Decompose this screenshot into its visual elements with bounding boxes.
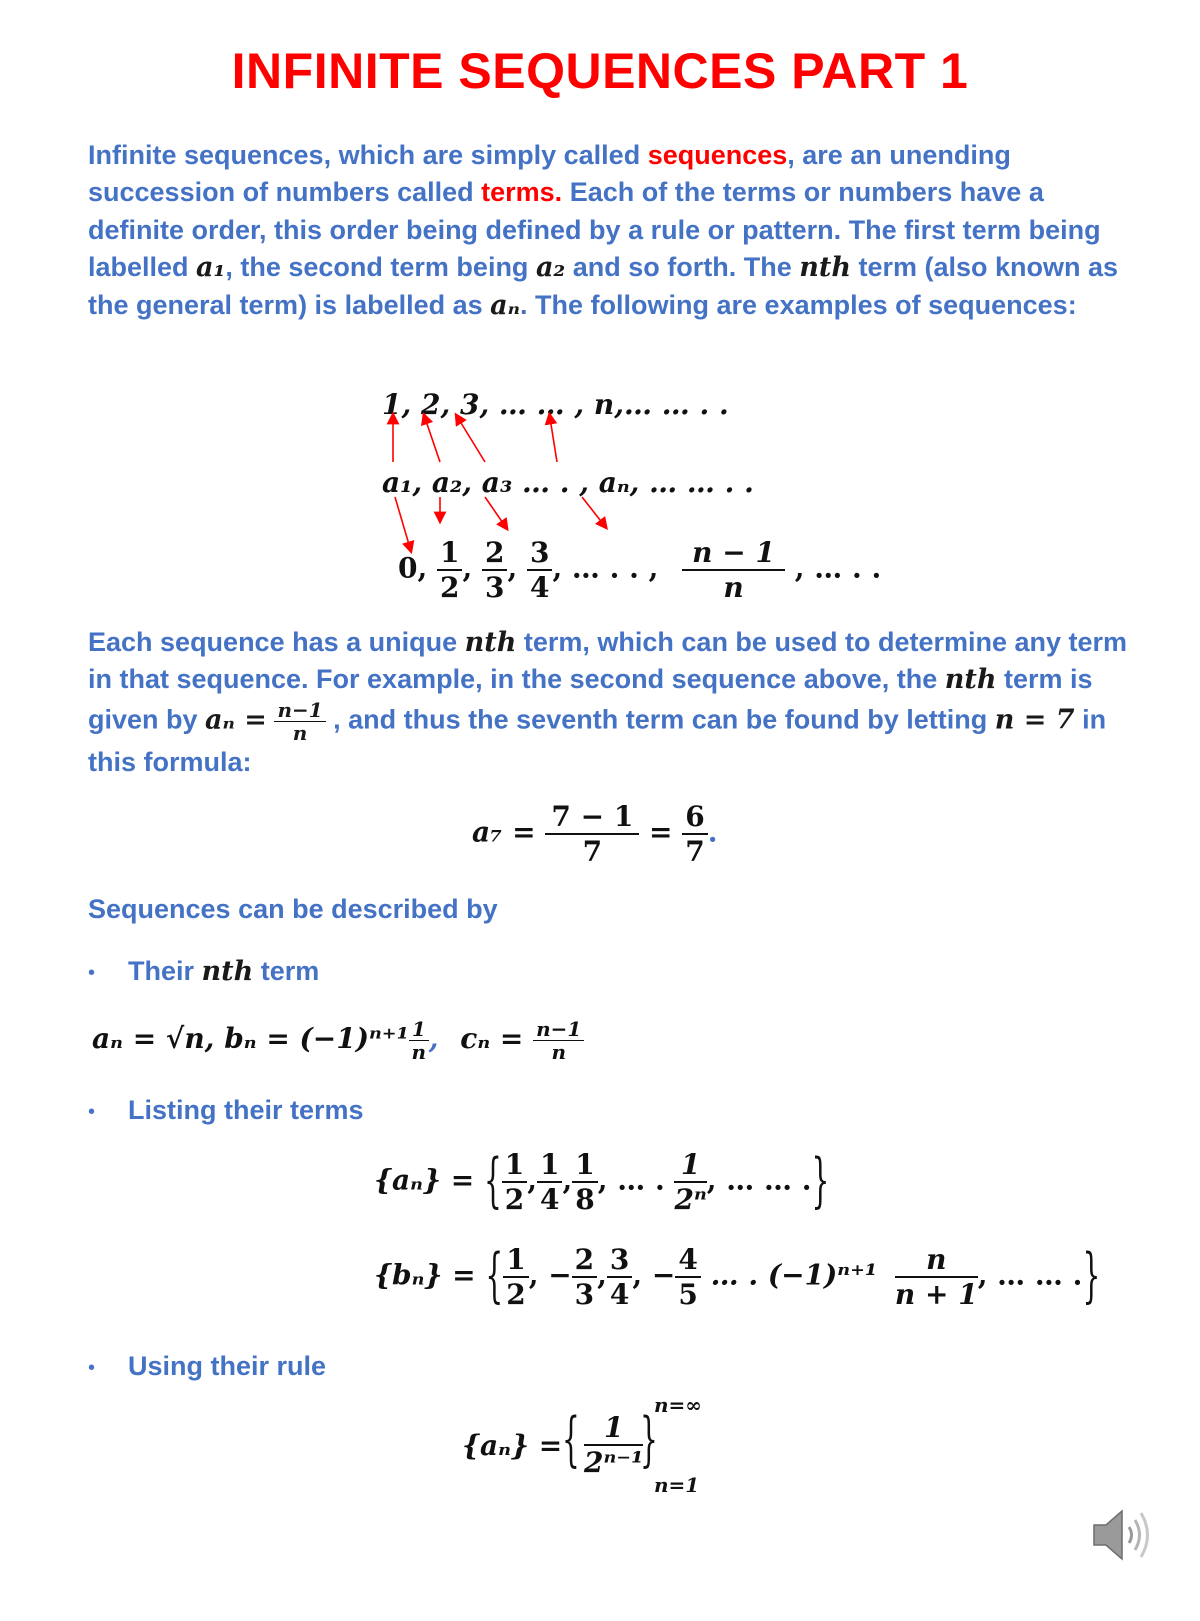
intro-text: Infinite sequences, which are simply called [88, 140, 648, 170]
nth-term-paragraph [88, 624, 1148, 781]
numerator: 7 − 1 [545, 800, 639, 835]
bullet-using-rule: Using their rule [128, 1351, 327, 1381]
denominator: n [723, 571, 744, 604]
speaker-icon[interactable] [1088, 1500, 1158, 1570]
numerator: 2 [572, 1243, 597, 1278]
symbol-nth: nth [464, 627, 517, 658]
symbol-n-7: n = 7 [994, 704, 1075, 736]
numerator: 1 [537, 1148, 562, 1183]
para-text: term is given by [88, 664, 1093, 735]
right-brace: } [811, 1145, 830, 1215]
ellipsis-sign-term: … . (−1)ⁿ⁺¹ [710, 1258, 878, 1292]
nth-fraction [274, 699, 325, 744]
ellipsis: , … … . [706, 1163, 812, 1197]
fraction-1-over-n [409, 1018, 429, 1063]
intro-text: Each of the terms or numbers have a definite order, this order being defined by a rule or pattern. The first term being labelled [88, 177, 1101, 283]
numerator: 3 [607, 1243, 632, 1278]
period: . [707, 815, 718, 849]
a7-lhs: a₇ = [472, 815, 536, 849]
fraction-1-over-2n [674, 1148, 706, 1216]
example-general-labels: a₁, a₂, a₃ … . , aₙ, … … . . [382, 466, 754, 499]
comma: , [428, 1022, 439, 1055]
listing-an: {aₙ} = { $\frac{1}{2}$ , $\frac{1}{4}$ , $\frac{1}{8}$ , … . $\frac{1}{\text{2ⁿ}}$ , … … .} [374, 1145, 830, 1216]
bullet-dot: • [88, 1101, 96, 1123]
denominator: 4 [609, 1278, 630, 1311]
bullet-label: term [253, 956, 320, 986]
fraction-n-over-n-plus-1 [895, 1243, 978, 1311]
denominator: 3 [484, 571, 505, 604]
fraction-n-minus-1-over-n [533, 1018, 584, 1063]
rule-lhs: {aₙ} = [462, 1429, 563, 1462]
numerator: 2 [482, 536, 507, 571]
seventh-term-equation [472, 800, 718, 868]
symbol-an: aₙ [490, 289, 521, 321]
right-brace: } [640, 1404, 658, 1475]
numerator: n−1 [533, 1018, 584, 1041]
left-brace: { [562, 1404, 580, 1475]
fraction-1-4 [537, 1148, 562, 1216]
denominator: 2 [439, 571, 460, 604]
arrow-down-1 [395, 497, 410, 548]
arrow-up-n [550, 418, 557, 462]
symbol-nth: nth [944, 664, 997, 696]
denominator: 5 [678, 1278, 698, 1311]
denominator: 2ⁿ [674, 1183, 707, 1216]
fraction-1-2 [502, 1148, 527, 1216]
lower-limit: n=1 [654, 1473, 700, 1497]
upper-limit: n=∞ [654, 1393, 702, 1417]
para-text: term, which can be used to determine any term in that sequence. For example, in the second sequence above, the [88, 627, 1128, 695]
symbol-nth: nth [799, 252, 851, 284]
bullet-nth-term [128, 956, 319, 987]
intro-text: and so forth. The [565, 252, 800, 283]
nth-term-formulas [92, 1018, 584, 1063]
symbol-an: aₙ = [205, 704, 267, 736]
para-text: Each sequence has a unique [88, 627, 465, 657]
page-title: INFINITE SEQUENCES PART 1 [231, 43, 969, 99]
left-brace: { [485, 1240, 504, 1310]
denominator: n [411, 1040, 427, 1064]
listing-bn: {bₙ} = { $\frac{1}{2}$ , − $\frac{2}{3}$ , $\frac{3}{4}$ , − $\frac{4}{5}$ … . (−1)ⁿ⁺¹ $\frac{n}{n + 1}$ , … … .} [374, 1240, 1101, 1311]
numerator: 1 [409, 1018, 429, 1041]
an-set-lhs: {aₙ} = [374, 1163, 475, 1197]
fraction-1-over-2-pow-n-minus-1 [584, 1411, 643, 1479]
numerator: 3 [527, 536, 552, 571]
symbol-a2: a₂ [535, 252, 566, 284]
arrow-down-3 [485, 497, 505, 526]
term-sequences: sequences [647, 140, 788, 170]
arrow-up-2 [425, 418, 440, 462]
numerator: 1 [572, 1148, 597, 1183]
ellipsis: , … . [597, 1163, 675, 1197]
numerator: 6 [682, 800, 707, 835]
numerator: 1 [674, 1148, 706, 1183]
bullet-dot: • [88, 1357, 96, 1379]
ellipsis: , … … . [977, 1258, 1083, 1292]
formula-bn: bₙ = (−1)ⁿ⁺¹ [224, 1022, 409, 1055]
arrow-down-n [582, 497, 604, 525]
denominator: 8 [575, 1183, 595, 1216]
left-brace: { [483, 1145, 502, 1215]
fraction-1-8 [572, 1148, 597, 1216]
formula-cn: cₙ = [460, 1022, 524, 1055]
minus-sign: − [651, 1258, 676, 1292]
bullet-dot: • [88, 962, 96, 984]
fraction-4-5 [675, 1243, 700, 1311]
numerator: n [895, 1243, 978, 1278]
intro-text: , are an unending succession of numbers called [88, 140, 1011, 208]
described-by-heading: Sequences can be described by [88, 894, 498, 924]
denominator: 4 [540, 1183, 560, 1216]
denominator: 2 [506, 1278, 526, 1311]
intro-text: , the second term being [225, 252, 536, 283]
numerator: n − 1 [682, 536, 785, 571]
formula-an: aₙ = √n, [92, 1022, 215, 1055]
denominator: 2 [504, 1183, 525, 1216]
example-fraction-sequence: 0, $\frac{1}{2}$ , $\frac{2}{3}$ , $\frac{3}{4}$ , … . . , $\frac{n - 1}{n}$ , … . . [398, 536, 882, 604]
fraction-7-minus-1-over-7 [545, 800, 639, 868]
symbol-nth: nth [201, 956, 254, 987]
equals-sign: = [649, 815, 673, 849]
fraction-1-2 [503, 1243, 528, 1311]
para-text: , and thus the seventh term can be found by letting [325, 704, 995, 735]
fraction-2-3 [572, 1243, 597, 1311]
row3-tail: , … . . [794, 551, 882, 585]
denominator: n + 1 [894, 1278, 978, 1311]
denominator: 7 [685, 835, 705, 868]
numerator: 1 [584, 1411, 643, 1446]
arrow-up-3 [458, 418, 485, 462]
numerator: 4 [675, 1243, 700, 1278]
minus-sign: − [548, 1258, 572, 1292]
fraction-6-over-7 [682, 800, 707, 868]
denominator: 4 [529, 571, 550, 604]
right-brace: } [1082, 1240, 1101, 1310]
intro-text: term (also known as the general term) is labelled as [88, 252, 1119, 320]
numerator: n−1 [274, 699, 325, 722]
denominator: 3 [574, 1278, 595, 1311]
numerator: 1 [503, 1243, 528, 1278]
intro-text: . The following are examples of sequences: [520, 289, 1077, 320]
denominator: n [292, 720, 308, 745]
bn-set-lhs: {bₙ} = [374, 1258, 476, 1292]
fraction-3-4 [607, 1243, 632, 1311]
row3-lead: 0, [398, 551, 428, 585]
row3-mid: , … . . , [552, 551, 659, 585]
numerator: 1 [437, 536, 462, 571]
numerator: 1 [502, 1148, 527, 1183]
denominator: 2ⁿ⁻¹ [584, 1446, 644, 1479]
denominator: 7 [582, 835, 603, 868]
example-natural-numbers: 1, 2, 3, … … , n,… … . . [382, 388, 729, 421]
para-text: in this formula: [88, 704, 1107, 777]
bullet-listing-terms: Listing their terms [128, 1095, 364, 1125]
symbol-a1: a₁ [196, 252, 226, 284]
denominator: n [551, 1040, 566, 1064]
term-terms: terms. [481, 177, 563, 208]
bullet-label: Their [128, 956, 202, 986]
